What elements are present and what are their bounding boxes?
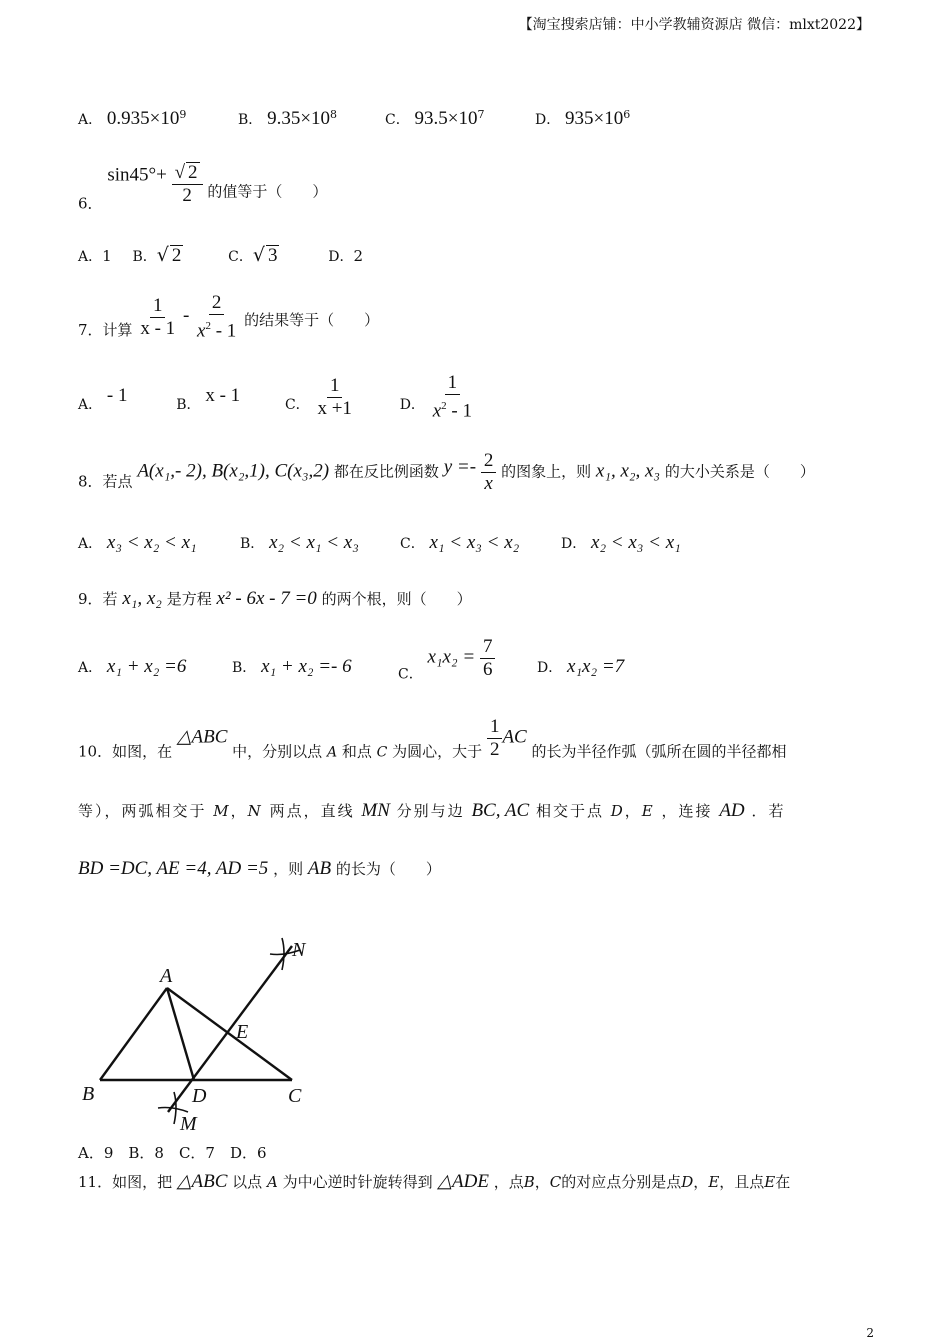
q8-func-denominator: x	[484, 473, 493, 494]
q10-figure	[70, 930, 340, 1140]
question-9	[78, 588, 472, 610]
option-exponent: 7	[477, 108, 485, 121]
sqrt-sign: √	[174, 162, 186, 183]
option-value: x₁ < x₃ < x₂	[429, 532, 520, 553]
segment-ad	[167, 988, 194, 1080]
option-letter: A．	[78, 660, 103, 676]
q6-expr: sin45°+	[107, 164, 167, 186]
q10-point: M	[213, 802, 231, 820]
option-denominator: 6	[482, 659, 493, 680]
q6-fraction	[172, 162, 203, 207]
q7-f1-denominator: x - 1	[140, 317, 176, 339]
option-mantissa: 0.935	[106, 108, 150, 129]
q8-tail: 的大小关系是（ ）	[664, 462, 815, 481]
q10-text: 两点，直线	[269, 802, 355, 820]
q11-text: ，	[693, 1173, 709, 1191]
option-value: x₁x₂ =7	[567, 656, 625, 677]
question-7	[78, 292, 379, 342]
q10-text: 和点	[341, 742, 372, 761]
q10-text: ，连接	[661, 802, 713, 820]
option-denominator: $x^2 - 1$	[432, 400, 472, 422]
q5-option-b	[238, 108, 337, 130]
option-numerator: 1	[445, 372, 461, 395]
q10-line: MN	[361, 800, 390, 821]
q10-text: 10．如图，在	[78, 742, 173, 761]
q10-half-segment: AC	[502, 726, 527, 748]
option-value: x₃ < x₂ < x₁	[106, 532, 197, 553]
option-letter: B．	[238, 112, 263, 128]
option-fraction	[314, 375, 354, 420]
q10-sides: BC, AC	[471, 800, 530, 821]
option-base: ×10	[300, 108, 331, 129]
q10-point: A	[326, 744, 338, 761]
q10-text: 等），两弧相交于	[78, 802, 207, 820]
q10-condition: BD =DC, AE =4, AD =5	[78, 858, 269, 879]
label-d: D	[192, 1085, 207, 1107]
q11-point: A	[266, 1173, 278, 1191]
q9-equation: x² - 6x - 7 =0	[216, 588, 317, 609]
q8-mid2: 的图象上，则	[501, 462, 592, 481]
option-fraction	[480, 636, 496, 681]
q9-option-c	[398, 636, 495, 684]
option-letter: C．	[400, 536, 425, 552]
q10-options: A．9 B．8 C．7 D．6	[78, 1144, 267, 1162]
q10-text: 的长为（ ）	[335, 860, 441, 878]
q9-tail: 的两个根，则（ ）	[321, 590, 472, 608]
q11-triangle: △ABC	[176, 1171, 228, 1192]
option-letter: A．	[78, 536, 103, 552]
option-base: ×10	[593, 108, 624, 129]
option-letter: B．	[240, 536, 265, 552]
option-denominator: x +1	[317, 397, 352, 419]
q5-option-c	[385, 108, 484, 130]
option-letter: A．	[78, 397, 103, 414]
question-number: 8．若点	[78, 472, 133, 491]
option-exponent: 9	[179, 108, 187, 121]
q11-text: 的对应点分别是点	[561, 1173, 682, 1191]
q10-text: 分别与边	[396, 802, 465, 820]
option-letter: C．	[385, 112, 410, 128]
question-number: 7．计算	[78, 321, 133, 340]
option-lhs: x₁x₂ =	[427, 646, 476, 668]
option-letter: B．	[176, 397, 201, 414]
option-value: x₂ < x₁ < x₃	[269, 532, 359, 553]
question-10-line-3	[78, 858, 441, 880]
q10-point: D	[610, 802, 625, 820]
q10-text: ，	[230, 802, 248, 820]
option-exponent: 8	[330, 108, 338, 121]
q10-half-denominator: 2	[489, 739, 500, 760]
q9-option-b	[232, 656, 352, 678]
q11-point: E	[708, 1173, 720, 1191]
q10-text: 为圆心，大于	[392, 742, 483, 761]
option-fraction	[430, 372, 475, 422]
q8-option-a	[78, 532, 197, 554]
option-mantissa: 935	[565, 108, 594, 129]
q10-point: E	[641, 802, 655, 820]
option-value: x₁ + x₂ =- 6	[261, 656, 352, 677]
q8-mid: 都在反比例函数	[333, 462, 439, 481]
option-letter: A．	[78, 249, 103, 265]
q11-text: ，	[534, 1173, 550, 1191]
q10-text: ，	[624, 802, 642, 820]
q7-minus: -	[182, 305, 190, 327]
question-10-line-2	[78, 800, 785, 822]
option-letter: D．	[537, 660, 563, 676]
option-letter: B．	[132, 249, 157, 265]
q11-point: C	[549, 1173, 562, 1191]
q8-func-fraction	[481, 450, 497, 495]
question-number: 6．	[78, 194, 103, 213]
q8-vars: x₁, x₂, x₃	[595, 460, 661, 482]
arc-m-1	[158, 1108, 188, 1113]
q8-option-d	[561, 532, 681, 554]
q11-text: 为中心逆时针旋转得到	[282, 1173, 433, 1191]
sqrt-sign: √	[156, 244, 169, 266]
q11-point: B	[523, 1173, 535, 1191]
q11-text: ，点	[493, 1173, 524, 1191]
option-value: x - 1	[205, 385, 241, 407]
question-6	[78, 162, 327, 214]
option-numerator: 7	[480, 636, 496, 659]
option-mantissa: 93.5	[414, 108, 448, 129]
question-10-line-1	[78, 716, 787, 762]
q10-point: C	[376, 744, 388, 761]
option-letter: C．	[398, 666, 423, 683]
line-mn	[168, 946, 292, 1112]
q11-text: 11．如图，把	[78, 1173, 173, 1191]
sqrt-sign: √	[252, 244, 265, 266]
q11-point: E	[764, 1173, 776, 1191]
q5-option-a	[78, 108, 186, 130]
option-value: x₁ + x₂ =6	[106, 656, 187, 677]
option-value: 1	[102, 247, 112, 265]
option-numerator: 1	[327, 375, 343, 398]
segment-ab	[100, 988, 167, 1080]
option-value: 2	[353, 247, 364, 265]
q10-point: N	[247, 802, 263, 820]
option-letter: D．	[535, 112, 561, 128]
q11-text: 以点	[232, 1173, 263, 1191]
q11-text: 在	[775, 1173, 791, 1191]
q9-option-a	[78, 656, 186, 678]
option-mantissa: 9.35	[267, 108, 301, 129]
q8-func-numerator: 2	[481, 450, 497, 473]
option-value: 3	[267, 245, 278, 266]
q5-option-d	[535, 108, 630, 130]
q11-point: D	[681, 1173, 694, 1191]
label-b: B	[82, 1083, 95, 1105]
q8-points: A(x₁,- 2), B(x₂,1), C(x₃,2)	[137, 460, 330, 482]
question-number: 9．若	[78, 590, 118, 608]
option-base: ×10	[447, 108, 478, 129]
option-letter: C．	[284, 397, 310, 414]
q7-fraction-2	[194, 292, 239, 342]
option-letter: D．	[328, 249, 354, 265]
q10-text: ．若	[751, 802, 786, 820]
q11-text: ，且点	[719, 1173, 765, 1191]
q10-segment: AB	[307, 858, 332, 879]
q7-f2-denominator: $x^2 - 1$	[197, 320, 237, 342]
label-c: C	[288, 1085, 302, 1107]
q7-f1-numerator: 1	[150, 295, 166, 318]
q7-fraction-1	[137, 295, 178, 340]
q10-text: ，则	[273, 860, 304, 878]
option-base: ×10	[149, 108, 180, 129]
q8-option-b	[240, 532, 359, 554]
q8-option-c	[400, 532, 519, 554]
option-letter: A．	[78, 112, 103, 128]
q11-triangle: △ADE	[437, 1171, 489, 1192]
q7-options	[78, 372, 475, 422]
q10-text: 中，分别以点	[232, 742, 323, 761]
q10-segment: AD	[719, 800, 745, 821]
q7-tail: 的结果等于（ ）	[244, 311, 380, 330]
q6-options	[78, 244, 363, 266]
label-n: N	[292, 939, 306, 961]
q6-fraction-numerator: 2	[188, 162, 198, 183]
q10-text: 的长为半径作弧（弧所在圆的半径都相	[531, 742, 787, 761]
question-8	[78, 450, 815, 495]
q9-mid: 是方程	[166, 590, 212, 608]
segment-ac	[167, 988, 292, 1080]
option-letter: D．	[399, 397, 425, 414]
q6-fraction-denominator: 2	[182, 185, 192, 206]
q8-func-lhs: y =-	[443, 456, 477, 478]
q6-tail: 的值等于（ ）	[207, 182, 328, 201]
label-a: A	[160, 965, 173, 987]
q10-triangle: △ABC	[176, 726, 228, 748]
q9-option-d	[537, 656, 624, 678]
header-note: 【淘宝搜索店铺：中小学教辅资源店 微信：mlxt2022】	[518, 17, 870, 33]
option-value: - 1	[106, 385, 128, 407]
option-letter: B．	[232, 660, 257, 676]
option-letter: C．	[228, 249, 253, 265]
page-number: 2	[866, 1326, 874, 1340]
question-11-line-1	[78, 1170, 790, 1193]
option-value: x₂ < x₃ < x₁	[591, 532, 681, 553]
q10-half	[487, 716, 503, 761]
q7-f2-numerator: 2	[209, 292, 225, 315]
q10-half-numerator: 1	[487, 716, 503, 739]
label-e: E	[236, 1021, 249, 1043]
q10-text: 相交于点	[535, 802, 604, 820]
q9-roots: x₁, x₂	[122, 588, 162, 609]
option-value: 2	[171, 245, 182, 266]
label-m: M	[180, 1113, 197, 1135]
option-letter: D．	[561, 536, 587, 552]
option-exponent: 6	[623, 108, 631, 121]
